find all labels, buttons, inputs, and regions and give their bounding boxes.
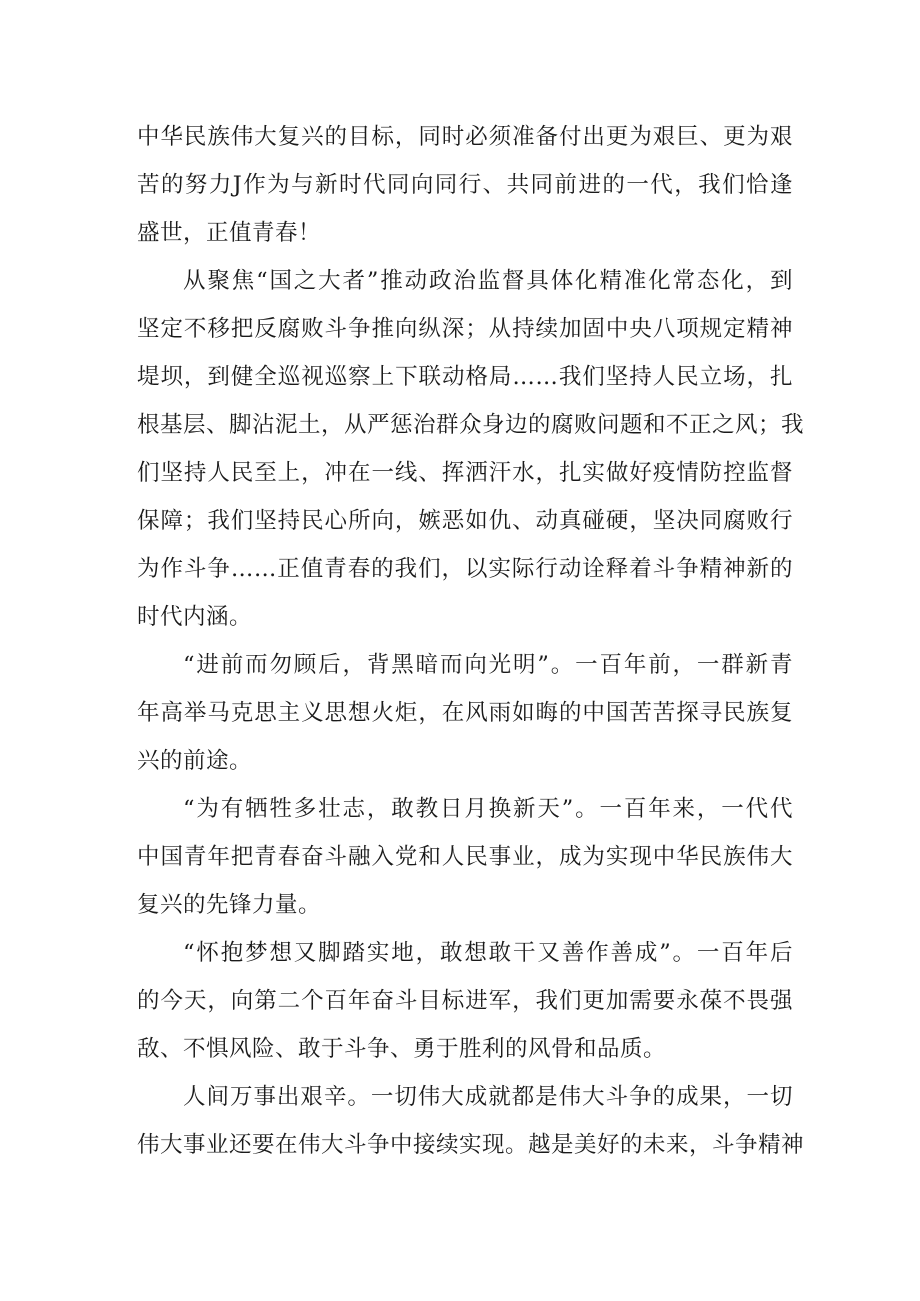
text-line: 们坚持人民至上，冲在一线、挥洒汗水，扎实做好疫情防控监督	[137, 460, 793, 486]
text-line: 年高举马克思主义思想火炬，在风雨如晦的中国苦苦探寻民族复	[137, 700, 793, 726]
text-line: 的今天，向第二个百年奋斗目标进军，我们更加需要永葆不畏强	[137, 988, 793, 1014]
paragraph-first-line: “怀抱梦想又脚踏实地，敢想敢干又善作善成”。一百年后	[183, 940, 793, 966]
paragraph-first-line: “进前而勿顾后，背黑暗而向光明”。一百年前，一群新青	[183, 652, 793, 678]
text-line: 堤坝，到健全巡视巡察上下联动格局……我们坚持人民立场，扎	[137, 364, 793, 390]
text-line: 为作斗争……正值青春的我们，以实际行动诠释着斗争精神新的	[137, 556, 793, 582]
text-line: 盛世，正值青春！	[137, 220, 322, 246]
text-line: 苦的努力J作为与新时代同向同行、共同前进的一代，我们恰逢	[137, 172, 793, 198]
text-line: 保障；我们坚持民心所向，嫉恶如仇、动真碰硬，坚决同腐败行	[137, 508, 793, 534]
text-line: 敌、不惧风险、敢于斗争、勇于胜利的风骨和品质。	[137, 1036, 667, 1062]
paragraph-first-line: 人间万事出艰辛。一切伟大成就都是伟大斗争的成果，一切	[183, 1084, 793, 1110]
text-line: 复兴的先锋力量。	[137, 892, 322, 918]
text-line: 伟大事业还要在伟大斗争中接续实现。越是美好的未来，斗争精神	[137, 1132, 805, 1158]
text-line: 根基层、脚沾泥土，从严惩治群众身边的腐败问题和不正之风；我	[137, 412, 805, 438]
paragraph-first-line: 从聚焦“国之大者”推动政治监督具体化精准化常态化，到	[183, 268, 793, 294]
text-line: 坚定不移把反腐败斗争推向纵深；从持续加固中央八项规定精神	[137, 316, 793, 342]
text-line: 中国青年把青春奋斗融入党和人民事业，成为实现中华民族伟大	[137, 844, 793, 870]
text-line: 时代内涵。	[137, 604, 253, 630]
text-line: 中华民族伟大复兴的目标，同时必须准备付出更为艰巨、更为艰	[137, 124, 793, 150]
text-line: 兴的前途。	[137, 748, 253, 774]
paragraph-first-line: “为有牺牲多壮志，敢教日月换新天”。一百年来，一代代	[183, 796, 793, 822]
